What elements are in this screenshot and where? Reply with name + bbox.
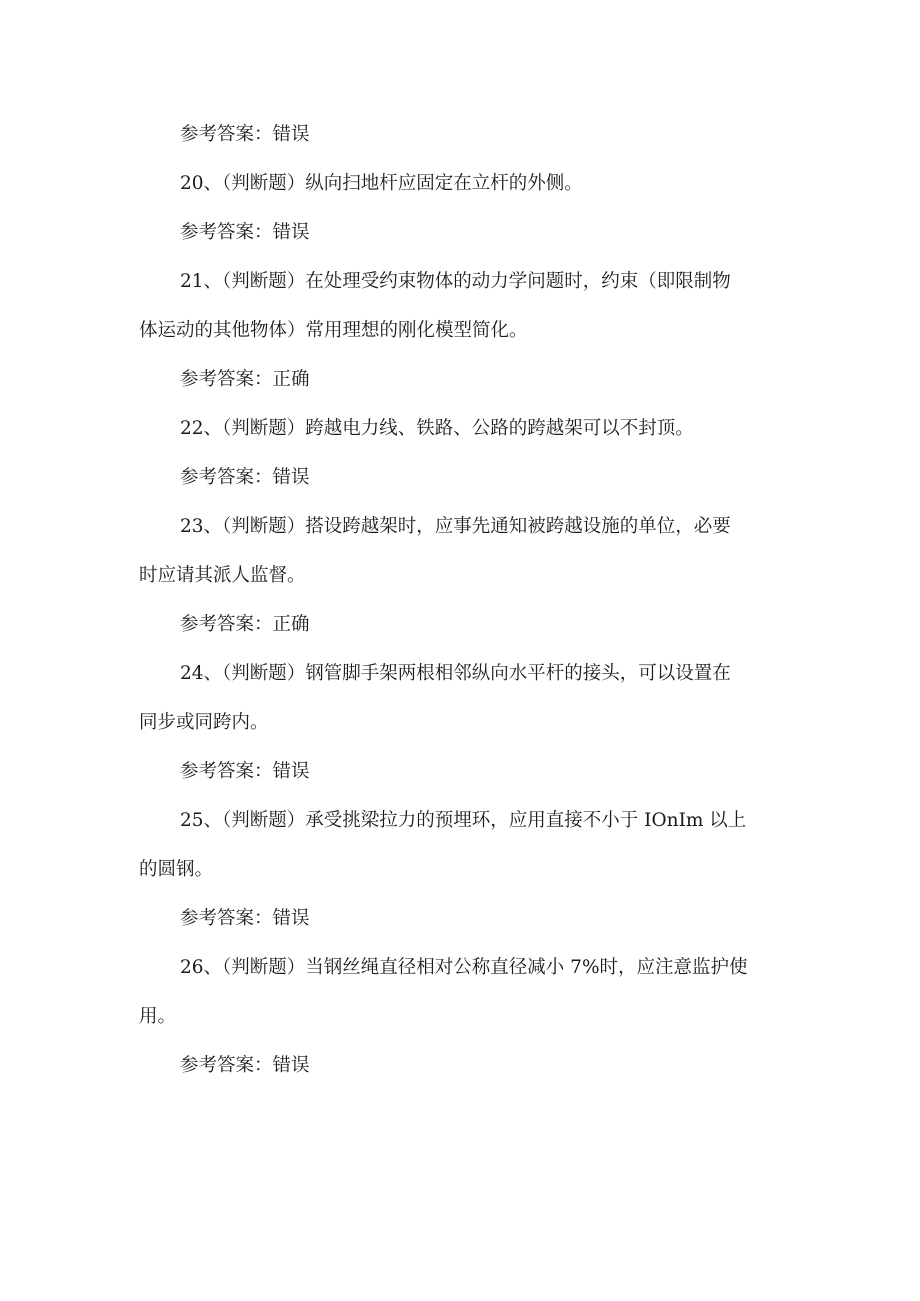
question-line: 23、（判断题）搭设跨越架时，应事先通知被跨越设施的单位，必要 [180, 516, 731, 537]
question-continuation: 体运动的其他物体）常用理想的刚化模型简化。 [139, 320, 528, 341]
answer-line: 参考答案：错误 [180, 124, 310, 145]
question-line: 24、（判断题）钢管脚手架两根相邻纵向水平杆的接头，可以设置在 [180, 663, 731, 684]
question-continuation: 同步或同跨内。 [139, 712, 269, 733]
document-content [139, 112, 787, 1089]
question-line: 25、（判断题）承受挑梁拉力的预埋环，应用直接不小于 IOnIm 以上 [180, 810, 747, 831]
answer-line: 参考答案：错误 [180, 1055, 310, 1076]
answer-line: 参考答案：错误 [180, 222, 310, 243]
answer-line: 参考答案：错误 [180, 908, 310, 929]
answer-line: 参考答案：正确 [180, 614, 310, 635]
answer-line: 参考答案：正确 [180, 369, 310, 390]
question-continuation: 的圆钢。 [139, 859, 214, 880]
answer-line: 参考答案：错误 [180, 761, 310, 782]
question-line: 21、（判断题）在处理受约束物体的动力学问题时，约束（即限制物 [180, 271, 731, 292]
question-continuation: 时应请其派人监督。 [139, 565, 306, 586]
question-line: 20、（判断题）纵向扫地杆应固定在立杆的外侧。 [180, 173, 583, 194]
question-line: 22、（判断题）跨越电力线、铁路、公路的跨越架可以不封顶。 [180, 418, 694, 439]
question-line: 26、（判断题）当钢丝绳直径相对公称直径减小 7%时，应注意监护使 [180, 957, 748, 978]
question-continuation: 用。 [139, 1006, 177, 1027]
answer-line: 参考答案：错误 [180, 467, 310, 488]
